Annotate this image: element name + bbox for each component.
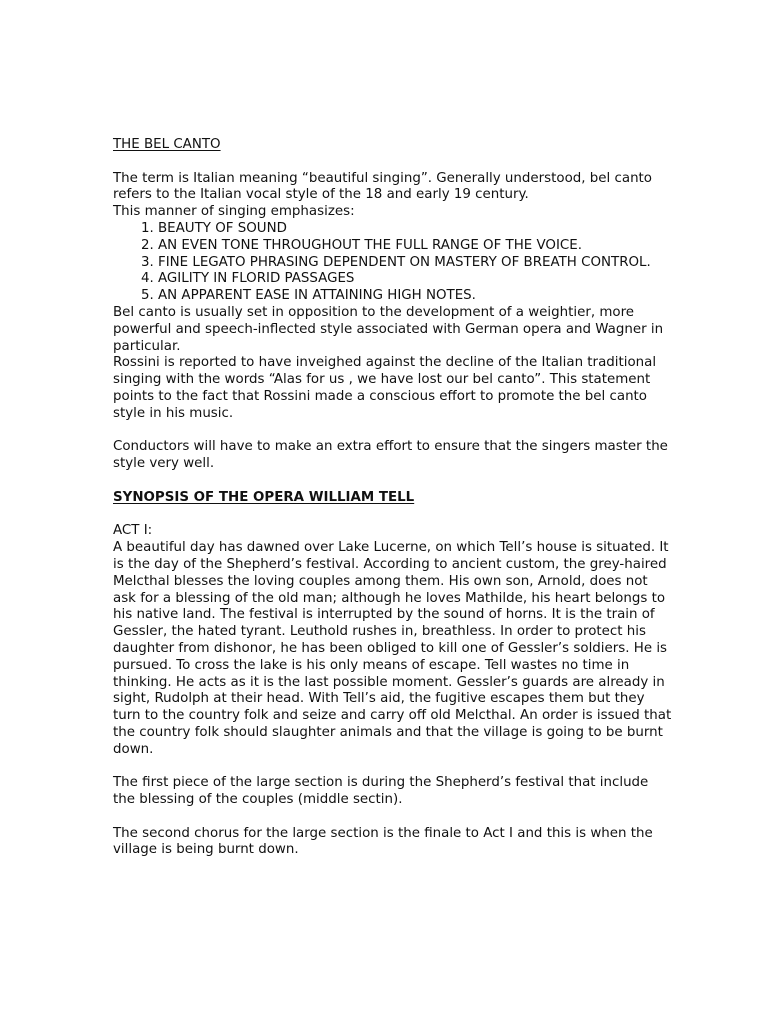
spacer — [113, 154, 673, 171]
paragraph-bel-canto-definition: The term is Italian meaning “beautiful singing”. Generally understood, bel canto refers to the Italian vocal style of the 18 and early 19 century. — [113, 170, 652, 203]
paragraph-conductors: Conductors will have to make an extra effort to ensure that the singers master the style very well. — [113, 439, 668, 472]
list-item: 1. BEAUTY OF SOUND — [158, 221, 673, 238]
paragraph-rossini: Rossini is reported to have inveighed against the decline of the Italian traditional singing with the words “Alas for us , we have lost our bel canto”. This statement points to the fact that Rossini made a conscious effort to promote the bel canto style in his music. — [113, 355, 657, 421]
list-item: 2. AN EVEN TONE THROUGHOUT THE FULL RANGE OF THE VOICE. — [158, 238, 673, 255]
paragraph-act-one-synopsis: A beautiful day has dawned over Lake Lucerne, on which Tell’s house is situated. It is the day of the Shepherd’s festival. According to ancient custom, the grey-haired Melcthal blesses the loving couples among them. His own son, Arnold, does not ask for a blessing of the old man; although he loves Mathilde, his heart belongs to his native land. The festival is interrupted by the sound of horns. It is the train of Gessler, the hated tyrant. Leuthold rushes in, breathless. In order to protect his daughter from dishonor, he has been obliged to kill one of Gessler’s soldiers. He is pursued. To cross the lake is his only means of escape. Tell wastes no time in thinking. He acts as it is the last possible moment. Gessler’s guards are already in sight, Rudolph at their head. With Tell’s aid, the fugitive escapes them but they turn to the country folk and seize and carry off old Melcthal. An order is issued that the country folk should slaughter animals and that the village is going to be burnt down. — [113, 540, 672, 757]
emphasis-list — [113, 221, 673, 305]
list-item: 3. FINE LEGATO PHRASING DEPENDENT ON MASTERY OF BREATH CONTROL. — [158, 255, 673, 272]
section-heading-bel-canto: THE BEL CANTO — [113, 137, 221, 152]
list-item: 4. AGILITY IN FLORID PASSAGES — [158, 271, 673, 288]
spacer — [113, 473, 673, 490]
list-item: 5. AN APPARENT EASE IN ATTAINING HIGH NOTES. — [158, 288, 673, 305]
paragraph-emphasis-intro: This manner of singing emphasizes: — [113, 204, 355, 220]
spacer — [113, 809, 673, 826]
paragraph-second-chorus: The second chorus for the large section is the finale to Act I and this is when the village is being burnt down. — [113, 825, 653, 858]
section-heading-synopsis: SYNOPSIS OF THE OPERA WILLIAM TELL — [113, 489, 415, 505]
spacer — [113, 507, 673, 524]
spacer — [113, 758, 673, 775]
document-body — [113, 137, 673, 859]
paragraph-opposition: Bel canto is usually set in opposition to the development of a weightier, more powerful and speech-inflected style associated with German opera and Wagner in particular. — [113, 304, 664, 354]
spacer — [113, 423, 673, 440]
paragraph-first-piece: The first piece of the large section is during the Shepherd’s festival that include the blessing of the couples (middle sectin). — [113, 775, 649, 808]
act-label: ACT I: — [113, 523, 153, 539]
